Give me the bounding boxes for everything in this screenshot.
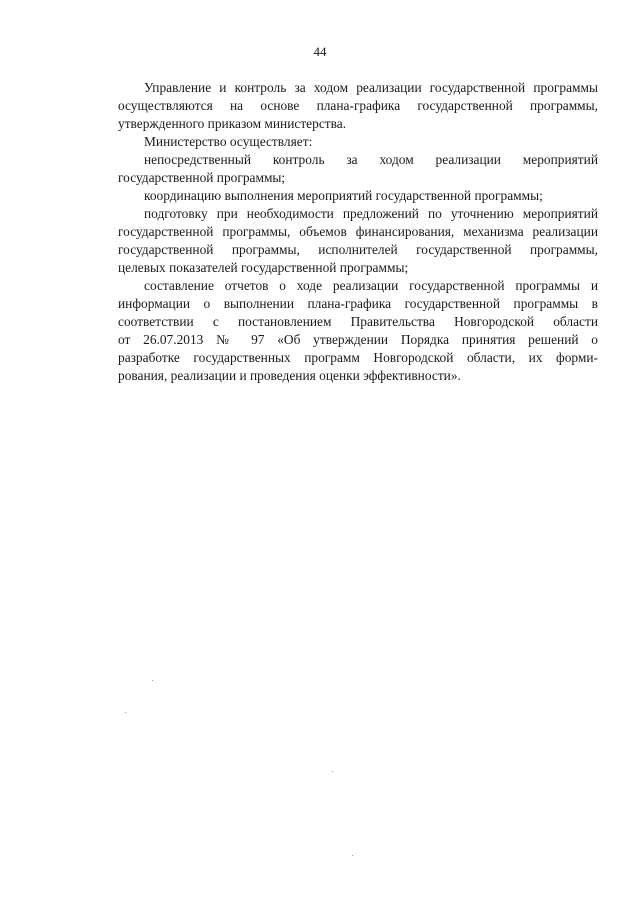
paragraph-line: осуществляются на основе плана-графика государственной программы, bbox=[118, 98, 598, 113]
paragraph-line: информации о выполнении плана-графика государственной программы в bbox=[118, 296, 598, 311]
scan-speck bbox=[352, 855, 353, 856]
paragraph-line: государственной программы, объемов финансирования, механизма реализации bbox=[118, 224, 598, 239]
paragraph-line: государственной программы, исполнителей государственной программы, bbox=[118, 242, 598, 257]
paragraph-line: Управление и контроль за ходом реализации государственной программы bbox=[144, 80, 598, 95]
paragraph-line: Министерство осуществляет: bbox=[144, 134, 313, 149]
page-number: 44 bbox=[313, 44, 327, 59]
scan-speck bbox=[125, 712, 126, 713]
paragraph-line: государственной программы; bbox=[118, 170, 286, 185]
paragraph-line: разработке государственных программ Новгородской области, их форми- bbox=[118, 350, 598, 365]
paragraph-line: координацию выполнения мероприятий государственной программы; bbox=[144, 188, 543, 203]
paragraph-line: подготовку при необходимости предложений по уточнению мероприятий bbox=[144, 206, 598, 221]
paragraph-line: целевых показателей государственной программы; bbox=[118, 260, 409, 275]
paragraph-line: утвержденного приказом министерства. bbox=[118, 116, 347, 131]
paragraph-line: непосредственный контроль за ходом реализации мероприятий bbox=[144, 152, 598, 167]
paragraph-line: составление отчетов о ходе реализации государственной программы и bbox=[144, 278, 598, 293]
scan-speck bbox=[332, 771, 333, 772]
paragraph-line: рования, реализации и проведения оценки эффективности». bbox=[118, 368, 461, 383]
document-body bbox=[118, 79, 598, 385]
paragraph-line: от 26.07.2013 № 97 «Об утверждении Порядка принятия решений о bbox=[118, 332, 598, 347]
paragraph-line: соответствии с постановлением Правительства Новгородской области bbox=[118, 314, 598, 329]
scan-speck bbox=[152, 680, 153, 681]
